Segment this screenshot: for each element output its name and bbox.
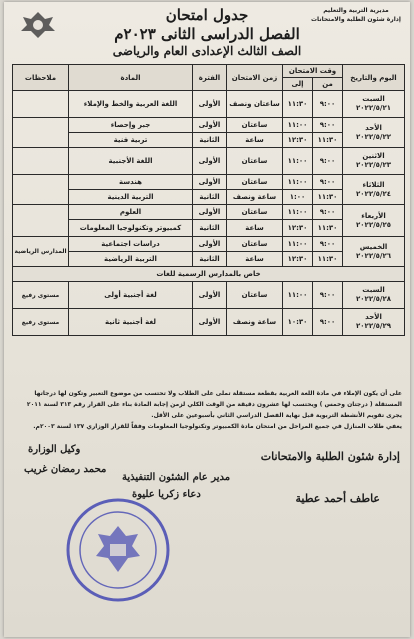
duration-cell: ساعتان [227,118,283,133]
table-row [13,148,405,175]
from-cell: ٩:٠٠ [313,175,343,190]
day-name: الأربعاء [361,211,386,220]
day-date: ٢٠٢٢/٥/٢٤ [356,189,392,198]
to-cell: ١٢:٣٠ [283,220,313,237]
to-cell: ١٢:٣٠ [283,252,313,267]
to-cell: ١١:٠٠ [283,282,313,309]
day-cell [343,309,405,336]
table-row [13,282,405,309]
day-name: الخميس [359,242,388,251]
duration-cell: ساعة ونصف [227,309,283,336]
day-name: الأحد [365,123,382,132]
table-row [13,91,405,118]
admin-signature-name: عاطف أحمد عطية [295,492,380,505]
deputy-signature-name: محمد رمضان غريب [24,464,107,475]
subject-cell: كمبيوتر وتكنولوجيا المعلومات [69,220,193,237]
col-exam-time: وقت الامتحان [283,65,343,78]
table-header-row [13,65,405,78]
duration-cell: ساعتان [227,205,283,220]
from-cell: ١١:٣٠ [313,252,343,267]
languages-separator-row [13,267,405,282]
period-cell: الثانية [193,133,227,148]
subject-cell: دراسات اجتماعية [69,237,193,252]
admin-signature-title: إدارة شئون الطلبة والامتحانات [260,450,400,463]
subject-cell: تربية فنية [69,133,193,148]
day-name: الأحد [365,313,382,321]
director-signature-title: مدير عام الشئون التنفيذية [122,472,231,483]
subject-cell: اللغة الأجنبية [69,148,193,175]
official-stamp-icon [64,496,172,604]
notes-cell: مستوى رفيع [13,309,69,336]
day-cell [343,237,405,267]
to-cell: ١١:٠٠ [283,118,313,133]
day-date: ٢٠٢٢/٥/٢٣ [356,161,392,169]
footnote-line: على أن يكون الإملاء في مادة اللغة العربية بقطعة مستقلة تملى على الطلاب ولا تحتسب من موضوع التعبير وتكون لها درجاتها [34,390,402,397]
subject-cell: التربية الدينية [69,190,193,205]
period-cell: الأولى [193,237,227,252]
duration-cell: ساعتان [227,175,283,190]
to-cell: ١١:٣٠ [283,91,313,118]
day-date: ٢٠٢٢/٥/٢١ [356,104,392,112]
col-notes: ملاحظات [13,65,69,91]
to-cell: ١٠:٣٠ [283,309,313,336]
notes-cell: المدارس الرياضية [13,237,69,267]
from-cell: ٩:٠٠ [313,118,343,133]
footnote-line: المستقلة ( درجتان وخمس ) ويحتسب لها عشرون دقيقة من الوقت الكلي لزمن إجابة المادة بناء على القرار رقم ٣١٣ لسنة ٢٠١١ [26,401,402,408]
subject-cell: اللغة العربية والخط والإملاء [69,91,193,118]
col-duration: زمن الامتحان [227,65,283,91]
grade-title: الصف الثالث الإعدادى العام والرياضى [112,44,302,58]
from-cell: ١١:٣٠ [313,190,343,205]
to-cell: ١١:٠٠ [283,237,313,252]
duration-cell: ساعة [227,252,283,267]
subject-cell: هندسة [69,175,193,190]
period-cell: الثانية [193,190,227,205]
footnotes [12,388,402,432]
table-row [13,309,405,336]
day-cell [343,205,405,237]
subject-cell: لغة أجنبية ثانية [69,309,193,336]
day-name: السبت [362,95,385,103]
to-cell: ١١:٠٠ [283,148,313,175]
day-date: ٢٠٢٢/٥/٢٥ [356,220,392,229]
notes-cell [13,205,69,237]
day-cell [343,91,405,118]
period-cell: الثانية [193,220,227,237]
from-cell: ٩:٠٠ [313,309,343,336]
schedule-table [12,64,405,336]
notes-cell [13,118,69,148]
day-date: ٢٠٢٢/٥/٢٨ [356,295,392,303]
notes-cell: مستوى رفيع [13,282,69,309]
subject-cell: التربية الرياضية [69,252,193,267]
subject-cell: جبر وإحصاء [69,118,193,133]
exam-schedule-document [4,2,410,637]
director-signature-name: دعاء زكريا عليوة [132,489,201,500]
day-name: الاثنين [362,152,385,160]
duration-cell: ساعتان [227,282,283,309]
notes-cell [13,175,69,205]
semester-title: الفصل الدراسى الثانى ٢٠٢٣م [114,25,300,43]
deputy-signature-title: وكيل الوزارة [28,444,81,455]
duration-cell: ساعة ونصف [227,190,283,205]
day-cell [343,118,405,148]
from-cell: ٩:٠٠ [313,91,343,118]
from-cell: ٩:٠٠ [313,282,343,309]
table-row [13,175,405,190]
period-cell: الأولى [193,91,227,118]
col-to: إلى [283,78,313,91]
period-cell: الأولى [193,118,227,133]
day-cell [343,148,405,175]
col-subject: المادة [69,65,193,91]
day-date: ٢٠٢٢/٥/٢٩ [356,322,392,330]
notes-cell [13,91,69,118]
from-cell: ٩:٠٠ [313,205,343,220]
duration-cell: ساعتان ونصف [227,91,283,118]
period-cell: الأولى [193,205,227,220]
languages-header: خاص بالمدارس الرسمية للغات [13,267,405,282]
col-period: الفترة [193,65,227,91]
day-cell [343,175,405,205]
period-cell: الأولى [193,175,227,190]
subject-cell: لغة أجنبية أولى [69,282,193,309]
org-line-1: مديرية التربية والتعليم [323,7,389,14]
period-cell: الأولى [193,282,227,309]
day-cell [343,282,405,309]
to-cell: ١١:٠٠ [283,205,313,220]
subject-cell: العلوم [69,205,193,220]
period-cell: الأولى [193,309,227,336]
day-date: ٢٠٢٢/٥/٢٢ [356,132,392,141]
from-cell: ١١:٣٠ [313,220,343,237]
to-cell: ١١:٠٠ [283,175,313,190]
from-cell: ١١:٣٠ [313,133,343,148]
period-cell: الأولى [193,148,227,175]
day-date: ٢٠٢٢/٥/٢٦ [356,251,392,260]
notes-cell [13,148,69,175]
table-row [13,237,405,252]
table-row [13,205,405,220]
org-line-2: إدارة شئون الطلبة والامتحانات [311,16,401,23]
duration-cell: ساعتان [227,148,283,175]
period-cell: الثانية [193,252,227,267]
footnote-line: يعفي طلاب المنازل في جميع المراحل من امتحان مادة الكمبيوتر وتكنولوجيا المعلومات وفقاً للقرار الوزاري ١٣٧ لسنة ٢٠٠٣م. [33,423,402,430]
duration-cell: ساعتان [227,237,283,252]
footnote-line: يجرى تقويم الأنشطة التربوية قبل نهاية الفصل الدراسي الثاني بأسبوعين على الأقل. [151,412,402,419]
document-title: جدول امتحان [165,6,249,24]
duration-cell: ساعة [227,220,283,237]
duration-cell: ساعة [227,133,283,148]
col-day-date: اليوم والتاريخ [343,65,405,91]
to-cell: ١٢:٣٠ [283,133,313,148]
col-from: من [313,78,343,91]
from-cell: ٩:٠٠ [313,148,343,175]
day-name: السبت [362,286,385,294]
table-row [13,118,405,133]
to-cell: ١:٠٠ [283,190,313,205]
from-cell: ٩:٠٠ [313,237,343,252]
day-name: الثلاثاء [362,180,385,189]
